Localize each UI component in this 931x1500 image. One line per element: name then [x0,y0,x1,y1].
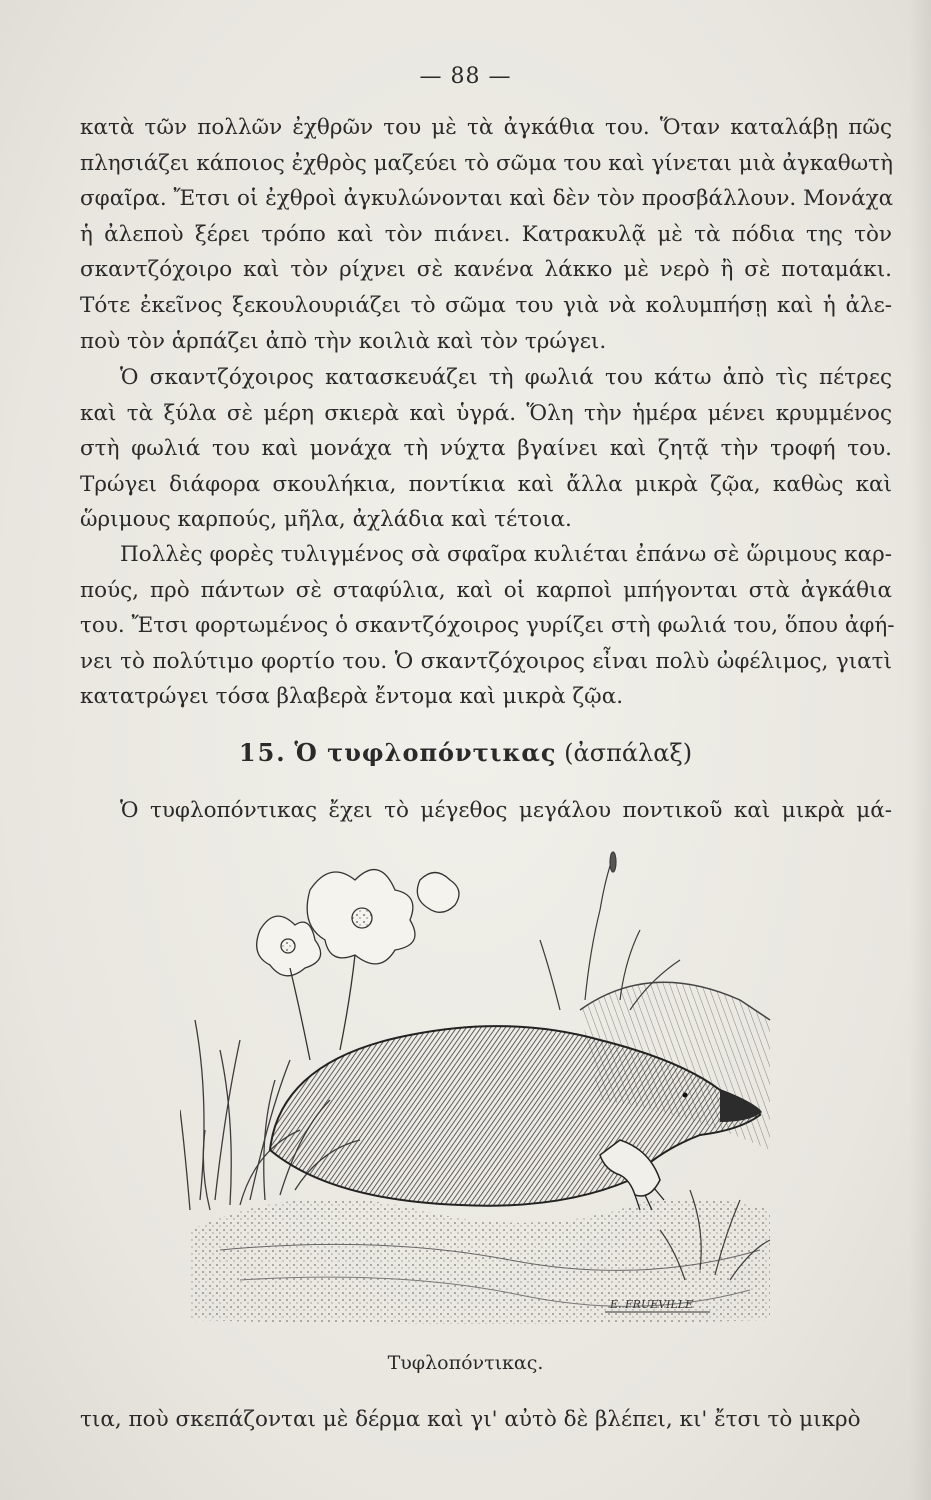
engraver-signature: E. FRUEVILLE [610,1298,694,1311]
section-number: 15. [238,738,287,767]
text-line: Ὁ τυφλοπόντικας ἔχει τὸ μέγεθος μεγάλου ποντικοῦ καὶ μικρὰ μά- [120,798,892,823]
text-line: ποὺ τὸν ἁρπάζει ἀπὸ τὴν κοιλιὰ καὶ τὸν τρώγει. [80,328,607,354]
text-line: σφαῖρα. Ἔτσι οἱ ἐχθροὶ ἀγκυλώνονται καὶ δὲν τὸν προσβάλλουν. Μονάχα [80,186,894,212]
text-line: κατατρώγει τόσα βλαβερὰ ἔντομα καὶ μικρὰ ζῷα. [80,684,624,710]
text-line: Τρώγει διάφορα σκουλήκια, ποντίκια καὶ ἄλλα μικρὰ ζῷα, καθὼς καὶ [80,471,892,497]
text-line: ἡ ἀλεποὺ ξέρει τρόπο καὶ τὸν πιάνει. Κατρακυλᾷ μὲ τὰ πόδια της τὸν [80,221,892,247]
text-line: Πολλὲς φορὲς τυλιγμένος σὰ σφαῖρα κυλιέται ἐπάνω σὲ ὥριμους καρ- [120,542,892,567]
text-line: Τότε ἐκεῖνος ξεκουλουριάζει τὸ σῶμα του γιὰ νὰ κολυμπήσῃ καὶ ἡ ἀλε- [80,292,892,318]
paragraph-hedgehog-defense [80,110,892,359]
section-title: Ὁ τυφλοπόντικας [294,738,557,767]
text-line: πλησιάζει κάποιος ἐχθρὸς μαζεύει τὸ σῶμα του καὶ γίνεται μιὰ ἀγκαθωτὴ [80,150,893,176]
text-line: σκαντζόχοιρο καὶ τὸν ρίχνει σὲ κανένα λάκκο μὲ νερὸ ἢ σὲ ποταμάκι. [80,257,892,283]
page-number: — 88 — [419,64,512,89]
page-edge-shadow [909,0,931,1500]
figure-caption: Τυφλοπόντικας. [387,1352,544,1374]
mole-engraving-svg [180,850,780,1330]
text-line: πούς, πρὸ πάντων σὲ σταφύλια, καὶ οἱ καρποὶ μπήγονται στὰ ἀγκάθια [80,577,892,603]
section-alt-name: (ἀσπάλαξ) [564,739,693,767]
section-heading [0,738,931,767]
paragraph-hedgehog-nest [80,360,892,538]
text-line: του. Ἔτσι φορτωμένος ὁ σκαντζόχοιρος γυρίζει στὴ φωλιά του, ὅπου ἀφή- [80,613,895,639]
paragraph-hedgehog-fruit [80,537,895,715]
text-line: κατὰ τῶν πολλῶν ἐχθρῶν του μὲ τὰ ἀγκάθια του. Ὅταν καταλάβῃ πῶς [80,115,892,140]
paragraph-mole-continuation [80,1402,892,1438]
text-line: στὴ φωλιά του καὶ μονάχα τὴ νύχτα βγαίνει καὶ ζητᾷ τὴν τροφή του. [80,436,892,462]
text-line: ὥριμους καρπούς, μῆλα, ἀχλάδια καὶ τέτοια. [80,507,572,533]
text-line: νει τὸ πολύτιμο φορτίο του. Ὁ σκαντζόχοιρος εἶναι πολὺ ὠφέλιμος, γιατὶ [80,648,892,674]
paragraph-mole-intro [80,793,892,829]
text-line: τια, ποὺ σκεπάζονται μὲ δέρμα καὶ γι' αὐτὸ δὲ βλέπει, κι' ἔτσι τὸ μικρὸ [80,1407,861,1432]
mole-illustration [180,850,780,1330]
text-line: Ὁ σκαντζόχοιρος κατασκευάζει τὴ φωλιά του κάτω ἀπὸ τὶς πέτρες [120,365,892,390]
text-line: καὶ τὰ ξύλα σὲ μέρη σκιερὰ καὶ ὑγρά. Ὅλη τὴν ἡμέρα μένει κρυμμένος [80,400,892,426]
